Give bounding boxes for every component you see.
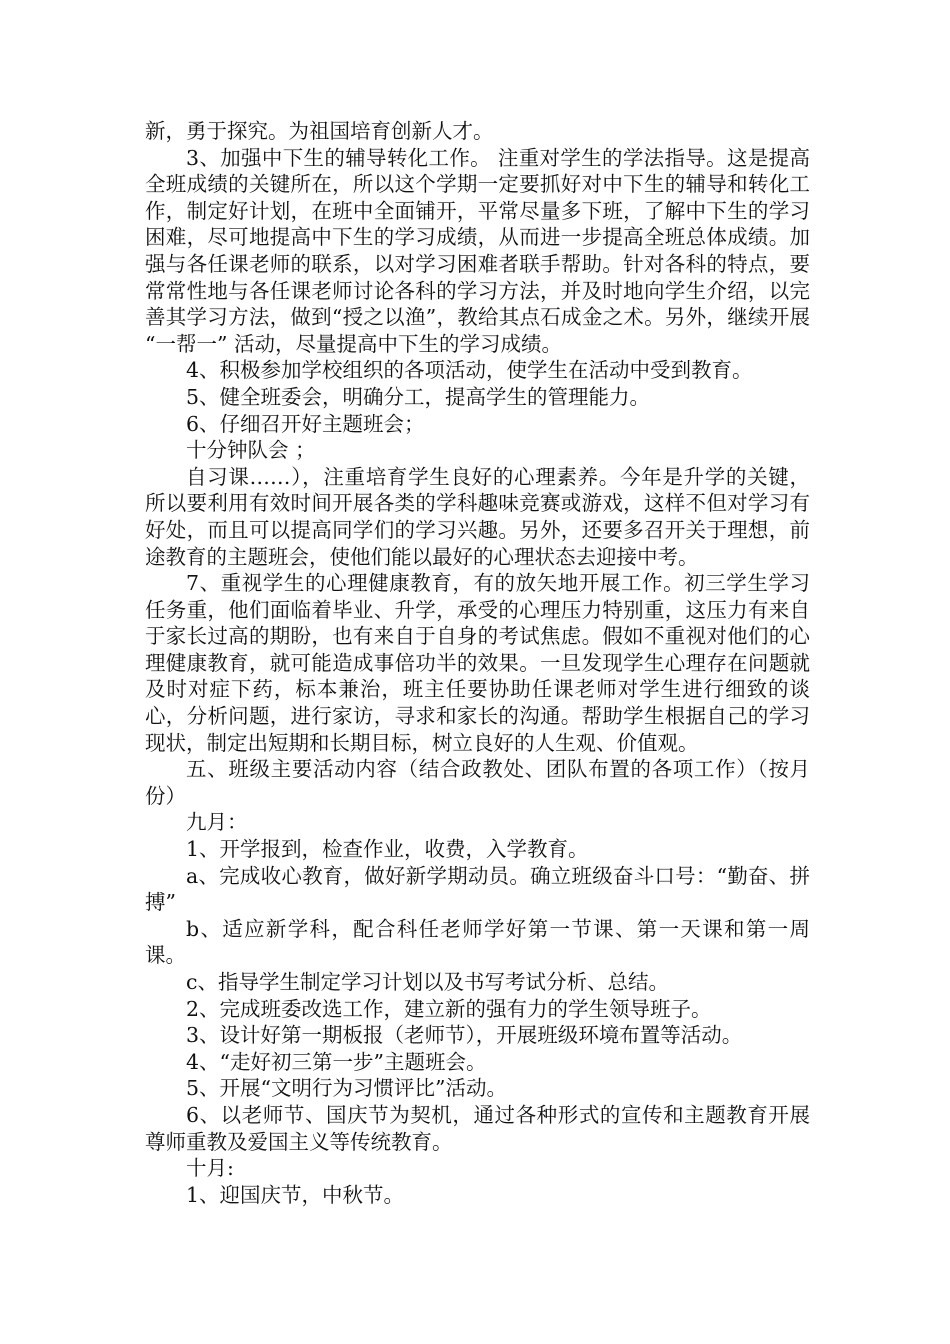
paragraph: 自习课……），注重培育学生良好的心理素养。今年是升学的关键，所以要利用有效时间开展各类的学科趣味竞赛或游戏，这样不但对学习有好处，而且可以提高同学们的学习兴趣。另外，还要多召开关于理想，前途教育的主题班会，使他们能以最好的心理状态去迎接中考。 <box>145 464 810 569</box>
list-item: 4、“走好初三第一步”主题班会。 <box>186 1049 487 1074</box>
section-heading: 五、班级主要活动内容（结合政教处、团队布置的各项工作）（按月份） <box>145 757 810 808</box>
list-item: 5、开展“文明行为习惯评比”活动。 <box>186 1076 508 1101</box>
paragraph: 5、健全班委会，明确分工，提高学生的管理能力。 <box>186 384 651 409</box>
list-item: c、指导学生制定学习计划以及书写考试分析、总结。 <box>186 970 669 994</box>
month-heading: 十月: <box>186 1156 234 1181</box>
list-item: 6、以老师节、国庆节为契机，通过各种形式的宣传和主题教育开展尊师重教及爱国主义等传统教育。 <box>145 1102 810 1154</box>
paragraph: 7、重视学生的心理健康教育，有的放矢地开展工作。初三学生学习任务重，他们面临着毕业、升学，承受的心理压力特别重，这压力有来自于家长过高的期盼，也有来自于自身的考试焦虑。假如不重视对他们的心理健康教育，就可能造成事倍功半的效果。一旦发现学生心理存在问题就及时对症下药，标本兼治，班主任要协助任课老师对学生进行细致的谈心，分析问题，进行家访，寻求和家长的沟通。帮助学生根据自己的学习现状，制定出短期和长期目标，树立良好的人生观、价值观。 <box>145 571 810 755</box>
list-item: 3、设计好第一期板报（老师节），开展班级环境布置等活动。 <box>186 1023 743 1048</box>
paragraph: 6、仔细召开好主题班会； <box>186 411 425 436</box>
document-page <box>145 118 810 1208</box>
list-item: 2、完成班委改选工作，建立新的强有力的学生领导班子。 <box>186 996 712 1021</box>
month-heading: 九月： <box>186 810 248 835</box>
paragraph: 4、积极参加学校组织的各项活动，使学生在活动中受到教育。 <box>186 358 753 383</box>
list-item: b、适应新学科，配合科任老师学好第一节课、第一天课和第一周课。 <box>145 916 810 968</box>
paragraph: 十分钟队会 ； <box>186 438 316 463</box>
list-item: 1、迎国庆节，中秋节。 <box>186 1182 405 1207</box>
list-item: a、完成收心教育，做好新学期动员。确立班级奋斗口号：“勤奋、拼搏” <box>145 863 810 915</box>
paragraph: 新，勇于探究。为祖国培育创新人才。 <box>145 119 494 143</box>
list-item: 1、开学报到，检查作业，收费，入学教育。 <box>186 837 589 862</box>
paragraph: 3、加强中下生的辅导转化工作。 注重对学生的学法指导。这是提高全班成绩的关键所在，所以这个学期一定要抓好对中下生的辅导和转化工作，制定好计划，在班中全面铺开，平常尽量多下班，了解中下生的学习困难，尽可地提高中下生的学习成绩，从而进一步提高全班总体成绩。加强与各任课老师的联系，以对学习困难者联手帮助。针对各科的特点，要常常性地与各任课老师讨论各科的学习方法，并及时地向学生介绍，以完善其学习方法，做到“授之以渔”，教给其点石成金之术。另外，继续开展 “一帮一” 活动，尽量提高中下生的学习成绩。 <box>145 145 810 356</box>
